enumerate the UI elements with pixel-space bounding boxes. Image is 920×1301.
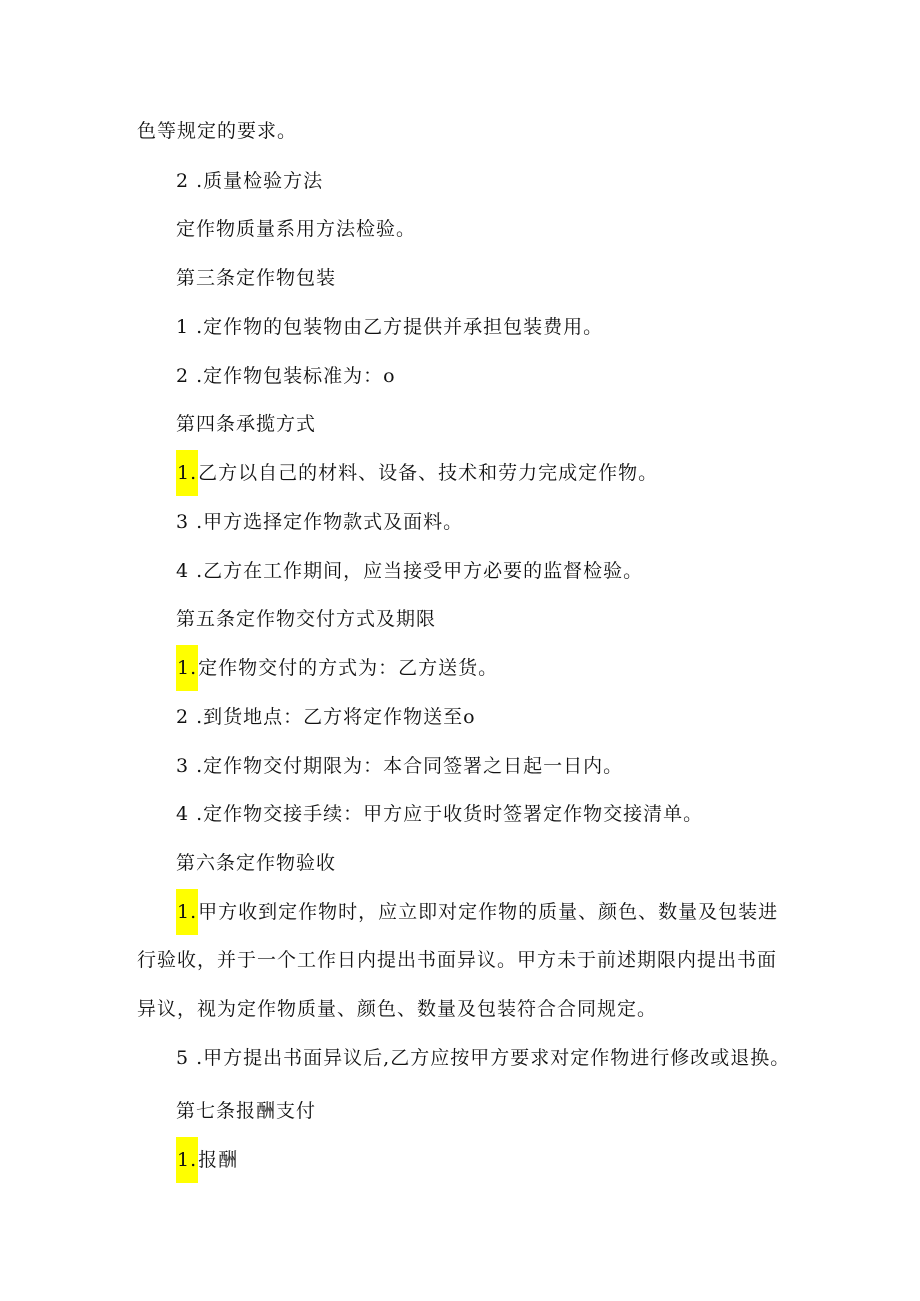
clause-text: 乙方以自己的材料、设备、技术和劳力完成定作物。	[198, 462, 659, 484]
clause-acceptance-line-3: 异议，视为定作物质量、颜色、数量及包装符合合同规定。	[137, 998, 658, 1020]
highlighted-list-marker: 1.	[176, 645, 198, 691]
clause-packaging-standard: 2 .定作物包装标准为：o	[176, 365, 396, 387]
clause-delivery-period: 3 .定作物交付期限为：本合同签署之日起一日内。	[176, 755, 624, 777]
highlighted-list-marker: 1.	[176, 889, 198, 935]
clause-text: 报酬	[198, 1149, 239, 1171]
clause-acceptance-line-2: 行验收，并于一个工作日内提出书面异议。甲方未于前述期限内提出书面	[137, 949, 778, 971]
heading-article-5: 第五条定作物交付方式及期限	[176, 608, 437, 630]
highlighted-list-marker: 1.	[176, 450, 198, 496]
heading-article-4: 第四条承揽方式	[176, 413, 317, 435]
heading-article-3: 第三条定作物包装	[176, 267, 337, 289]
clause-supervision: 4 .乙方在工作期间，应当接受甲方必要的监督检验。	[176, 560, 644, 582]
clause-packaging-provider: 1 .定作物的包装物由乙方提供并承担包装费用。	[176, 316, 604, 338]
clause-contracting-method	[176, 460, 658, 486]
clause-text: 定作物交付的方式为：乙方送货。	[198, 657, 499, 679]
highlighted-list-marker: 1.	[176, 1137, 198, 1183]
clause-text: 甲方收到定作物时，应立即对定作物的质量、颜色、数量及包装进	[198, 901, 779, 923]
clause-delivery-location: 2 .到货地点：乙方将定作物送至o	[176, 706, 476, 728]
clause-delivery-method	[176, 655, 498, 681]
line-color-requirement: 色等规定的要求。	[137, 120, 298, 142]
heading-article-6: 第六条定作物验收	[176, 852, 337, 874]
line-quality-inspection: 定作物质量系用方法检验。	[176, 218, 417, 240]
clause-remuneration	[176, 1147, 238, 1173]
clause-objection-handling: 5 .甲方提出书面异议后,乙方应按甲方要求对定作物进行修改或退换。	[176, 1047, 791, 1069]
clause-quality-inspection-method: 2 .质量检验方法	[176, 170, 324, 192]
clause-acceptance-line-1	[176, 899, 778, 925]
clause-handover-procedure: 4 .定作物交接手续：甲方应于收货时签署定作物交接清单。	[176, 803, 704, 825]
heading-article-7: 第七条报酬支付	[176, 1100, 317, 1122]
clause-style-selection: 3 .甲方选择定作物款式及面料。	[176, 511, 464, 533]
